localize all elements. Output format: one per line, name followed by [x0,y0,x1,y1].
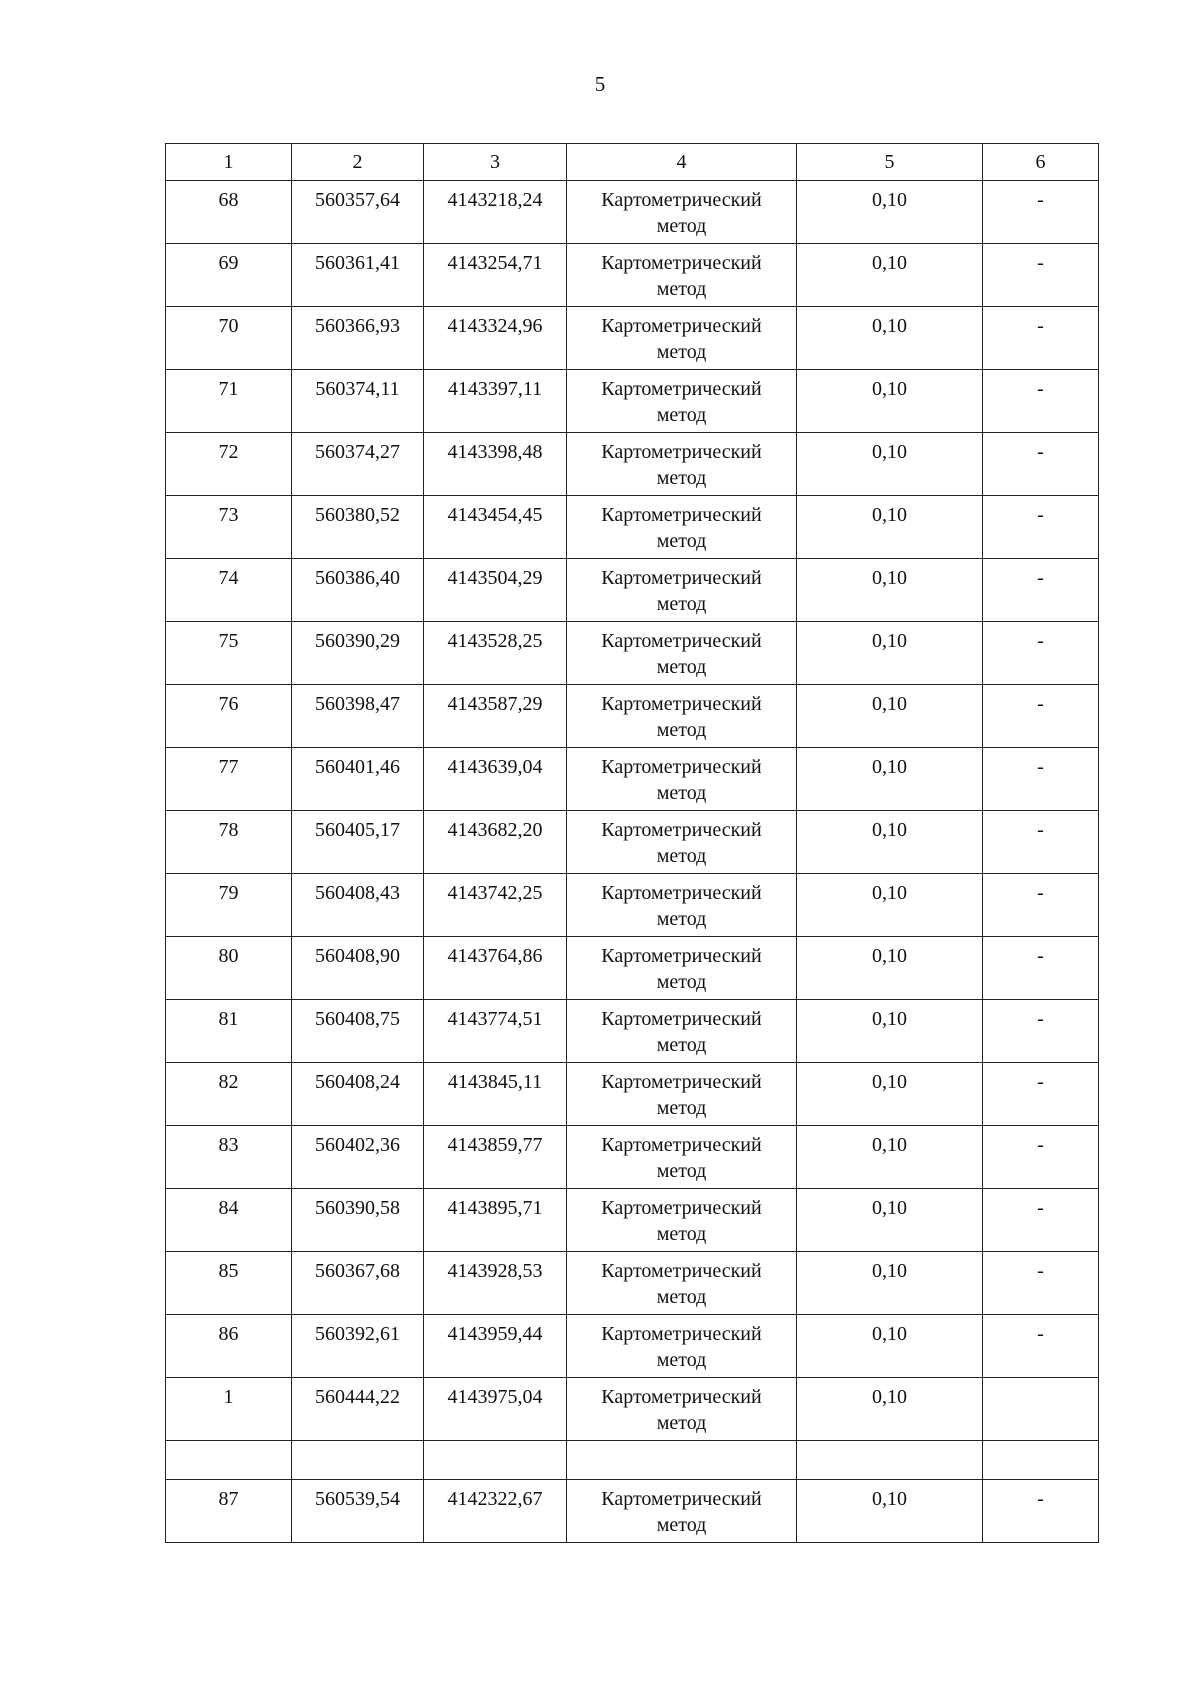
method-line-2: метод [656,1160,707,1182]
method-cell [567,811,797,874]
header-cell-6: 6 [983,144,1099,181]
method-text [601,1195,761,1247]
method-cell [567,1252,797,1315]
method-cell [567,433,797,496]
table-row [166,370,1099,433]
table-row [166,496,1099,559]
x-coordinate-cell: 560367,68 [292,1252,424,1315]
y-coordinate-cell: 4143528,25 [424,622,567,685]
y-coordinate-cell: 4143895,71 [424,1189,567,1252]
accuracy-cell: 0,10 [797,874,983,937]
table-row [166,181,1099,244]
note-cell: - [983,307,1099,370]
method-line-1: Картометрический [601,1323,762,1345]
x-coordinate-cell: 560390,58 [292,1189,424,1252]
method-text [601,1069,761,1121]
point-number-cell: 70 [166,307,292,370]
note-cell: - [983,1126,1099,1189]
method-line-1: Картометрический [601,378,762,400]
accuracy-cell: 0,10 [797,1480,983,1543]
accuracy-cell: 0,10 [797,244,983,307]
method-line-1: Картометрический [601,441,762,463]
note-cell: - [983,559,1099,622]
point-number-cell: 68 [166,181,292,244]
note-cell: - [983,1480,1099,1543]
method-text [601,754,761,806]
header-row [166,144,1099,181]
point-number-cell: 86 [166,1315,292,1378]
method-cell [567,244,797,307]
accuracy-cell: 0,10 [797,1189,983,1252]
x-coordinate-cell: 560374,27 [292,433,424,496]
x-coordinate-cell: 560408,43 [292,874,424,937]
point-number-cell: 73 [166,496,292,559]
point-number-cell: 83 [166,1126,292,1189]
point-number-cell: 78 [166,811,292,874]
accuracy-cell: 0,10 [797,1378,983,1441]
method-cell [567,1315,797,1378]
x-coordinate-cell: 560390,29 [292,622,424,685]
table-row [166,1315,1099,1378]
y-coordinate-cell: 4143975,04 [424,1378,567,1441]
method-line-2: метод [656,215,707,237]
method-cell [567,370,797,433]
point-number-cell: 80 [166,937,292,1000]
method-text [601,250,761,302]
point-number-cell: 71 [166,370,292,433]
x-coordinate-cell: 560444,22 [292,1378,424,1441]
method-cell [567,1063,797,1126]
table-row [166,685,1099,748]
x-coordinate-cell: 560386,40 [292,559,424,622]
method-line-2: метод [656,1286,707,1308]
accuracy-cell: 0,10 [797,1315,983,1378]
header-cell-3: 3 [424,144,567,181]
method-text [601,943,761,995]
method-text [601,880,761,932]
empty-cell [983,1441,1099,1480]
table-row [166,1000,1099,1063]
accuracy-cell: 0,10 [797,748,983,811]
method-line-1: Картометрический [601,1071,762,1093]
method-text [601,628,761,680]
y-coordinate-cell: 4143218,24 [424,181,567,244]
y-coordinate-cell: 4143742,25 [424,874,567,937]
accuracy-cell: 0,10 [797,622,983,685]
note-cell: - [983,370,1099,433]
method-text [601,376,761,428]
point-number-cell: 76 [166,685,292,748]
y-coordinate-cell: 4143587,29 [424,685,567,748]
y-coordinate-cell: 4143764,86 [424,937,567,1000]
y-coordinate-cell: 4143254,71 [424,244,567,307]
table-row [166,559,1099,622]
method-cell [567,748,797,811]
table-row [166,1189,1099,1252]
table-row [166,1378,1099,1441]
method-line-1: Картометрический [601,567,762,589]
table-row [166,622,1099,685]
method-line-2: метод [656,1349,707,1371]
y-coordinate-cell: 4143845,11 [424,1063,567,1126]
point-number-cell: 81 [166,1000,292,1063]
table-row [166,1252,1099,1315]
point-number-cell: 85 [166,1252,292,1315]
method-text [601,1006,761,1058]
method-line-2: метод [656,845,707,867]
table-row [166,1480,1099,1543]
method-line-2: метод [656,719,707,741]
method-text [601,1486,761,1538]
method-line-2: метод [656,1412,707,1434]
method-line-1: Картометрический [601,693,762,715]
x-coordinate-cell: 560361,41 [292,244,424,307]
point-number-cell: 74 [166,559,292,622]
accuracy-cell: 0,10 [797,307,983,370]
x-coordinate-cell: 560392,61 [292,1315,424,1378]
method-line-2: метод [656,593,707,615]
method-line-2: метод [656,1097,707,1119]
note-cell [983,1378,1099,1441]
method-text [601,1132,761,1184]
method-line-1: Картометрический [601,252,762,274]
method-line-1: Картометрический [601,945,762,967]
table-row [166,1126,1099,1189]
method-text [601,439,761,491]
point-number-cell: 75 [166,622,292,685]
method-line-2: метод [656,656,707,678]
note-cell: - [983,1315,1099,1378]
note-cell: - [983,181,1099,244]
accuracy-cell: 0,10 [797,181,983,244]
method-line-2: метод [656,971,707,993]
table-row [166,937,1099,1000]
point-number-cell: 1 [166,1378,292,1441]
header-cell-5: 5 [797,144,983,181]
x-coordinate-cell: 560401,46 [292,748,424,811]
note-cell: - [983,1063,1099,1126]
method-line-1: Картометрический [601,315,762,337]
method-line-1: Картометрический [601,819,762,841]
method-cell [567,937,797,1000]
method-line-1: Картометрический [601,1197,762,1219]
y-coordinate-cell: 4143397,11 [424,370,567,433]
accuracy-cell: 0,10 [797,1252,983,1315]
method-cell [567,622,797,685]
point-number-cell: 82 [166,1063,292,1126]
method-line-1: Картометрический [601,630,762,652]
accuracy-cell: 0,10 [797,685,983,748]
method-line-1: Картометрический [601,756,762,778]
method-line-1: Картометрический [601,189,762,211]
x-coordinate-cell: 560408,24 [292,1063,424,1126]
y-coordinate-cell: 4143398,48 [424,433,567,496]
accuracy-cell: 0,10 [797,559,983,622]
method-text [601,1384,761,1436]
y-coordinate-cell: 4143639,04 [424,748,567,811]
note-cell: - [983,433,1099,496]
point-number-cell: 84 [166,1189,292,1252]
y-coordinate-cell: 4143324,96 [424,307,567,370]
header-cell-1: 1 [166,144,292,181]
method-line-2: метод [656,1034,707,1056]
method-cell [567,874,797,937]
y-coordinate-cell: 4142322,67 [424,1480,567,1543]
x-coordinate-cell: 560380,52 [292,496,424,559]
note-cell: - [983,748,1099,811]
note-cell: - [983,1189,1099,1252]
method-line-1: Картометрический [601,1488,762,1510]
empty-cell [567,1441,797,1480]
accuracy-cell: 0,10 [797,1126,983,1189]
method-cell [567,559,797,622]
method-cell [567,181,797,244]
accuracy-cell: 0,10 [797,1063,983,1126]
y-coordinate-cell: 4143928,53 [424,1252,567,1315]
method-line-1: Картометрический [601,504,762,526]
method-line-2: метод [656,467,707,489]
note-cell: - [983,1252,1099,1315]
y-coordinate-cell: 4143959,44 [424,1315,567,1378]
note-cell: - [983,244,1099,307]
method-line-2: метод [656,908,707,930]
table-row [166,811,1099,874]
empty-cell [797,1441,983,1480]
method-line-2: метод [656,782,707,804]
note-cell: - [983,622,1099,685]
method-cell [567,1189,797,1252]
method-text [601,187,761,239]
method-line-2: метод [656,1514,707,1536]
x-coordinate-cell: 560357,64 [292,181,424,244]
accuracy-cell: 0,10 [797,811,983,874]
table-row [166,874,1099,937]
method-line-1: Картометрический [601,1008,762,1030]
note-cell: - [983,937,1099,1000]
method-line-2: метод [656,530,707,552]
note-cell: - [983,685,1099,748]
method-cell [567,1126,797,1189]
x-coordinate-cell: 560408,75 [292,1000,424,1063]
page-number: 5 [594,72,606,96]
method-line-1: Картометрический [601,1386,762,1408]
header-cell-2: 2 [292,144,424,181]
empty-cell [292,1441,424,1480]
method-text [601,1321,761,1373]
point-number-cell: 79 [166,874,292,937]
table-row [166,244,1099,307]
x-coordinate-cell: 560402,36 [292,1126,424,1189]
y-coordinate-cell: 4143454,45 [424,496,567,559]
table-body [166,181,1099,1543]
y-coordinate-cell: 4143859,77 [424,1126,567,1189]
method-line-1: Картометрический [601,882,762,904]
x-coordinate-cell: 560539,54 [292,1480,424,1543]
y-coordinate-cell: 4143682,20 [424,811,567,874]
empty-cell [166,1441,292,1480]
x-coordinate-cell: 560366,93 [292,307,424,370]
accuracy-cell: 0,10 [797,370,983,433]
x-coordinate-cell: 560398,47 [292,685,424,748]
method-cell [567,496,797,559]
method-text [601,691,761,743]
empty-cell [424,1441,567,1480]
point-number-cell: 77 [166,748,292,811]
method-cell [567,1378,797,1441]
note-cell: - [983,496,1099,559]
table-row [166,748,1099,811]
method-text [601,502,761,554]
coordinates-table [165,143,1099,1543]
point-number-cell: 87 [166,1480,292,1543]
note-cell: - [983,874,1099,937]
method-line-1: Картометрический [601,1134,762,1156]
accuracy-cell: 0,10 [797,1000,983,1063]
accuracy-cell: 0,10 [797,937,983,1000]
method-cell [567,307,797,370]
x-coordinate-cell: 560374,11 [292,370,424,433]
method-cell [567,685,797,748]
accuracy-cell: 0,10 [797,496,983,559]
method-line-2: метод [656,404,707,426]
point-number-cell: 72 [166,433,292,496]
y-coordinate-cell: 4143504,29 [424,559,567,622]
x-coordinate-cell: 560408,90 [292,937,424,1000]
method-line-2: метод [656,1223,707,1245]
table-header [166,144,1099,181]
method-text [601,1258,761,1310]
note-cell: - [983,811,1099,874]
method-line-2: метод [656,278,707,300]
empty-separator-row [166,1441,1099,1480]
accuracy-cell: 0,10 [797,433,983,496]
header-cell-4: 4 [567,144,797,181]
method-text [601,313,761,365]
x-coordinate-cell: 560405,17 [292,811,424,874]
note-cell: - [983,1000,1099,1063]
method-line-1: Картометрический [601,1260,762,1282]
table-row [166,1063,1099,1126]
table-row [166,433,1099,496]
method-line-2: метод [656,341,707,363]
method-text [601,817,761,869]
point-number-cell: 69 [166,244,292,307]
method-cell [567,1000,797,1063]
method-cell [567,1480,797,1543]
y-coordinate-cell: 4143774,51 [424,1000,567,1063]
table-row [166,307,1099,370]
method-text [601,565,761,617]
